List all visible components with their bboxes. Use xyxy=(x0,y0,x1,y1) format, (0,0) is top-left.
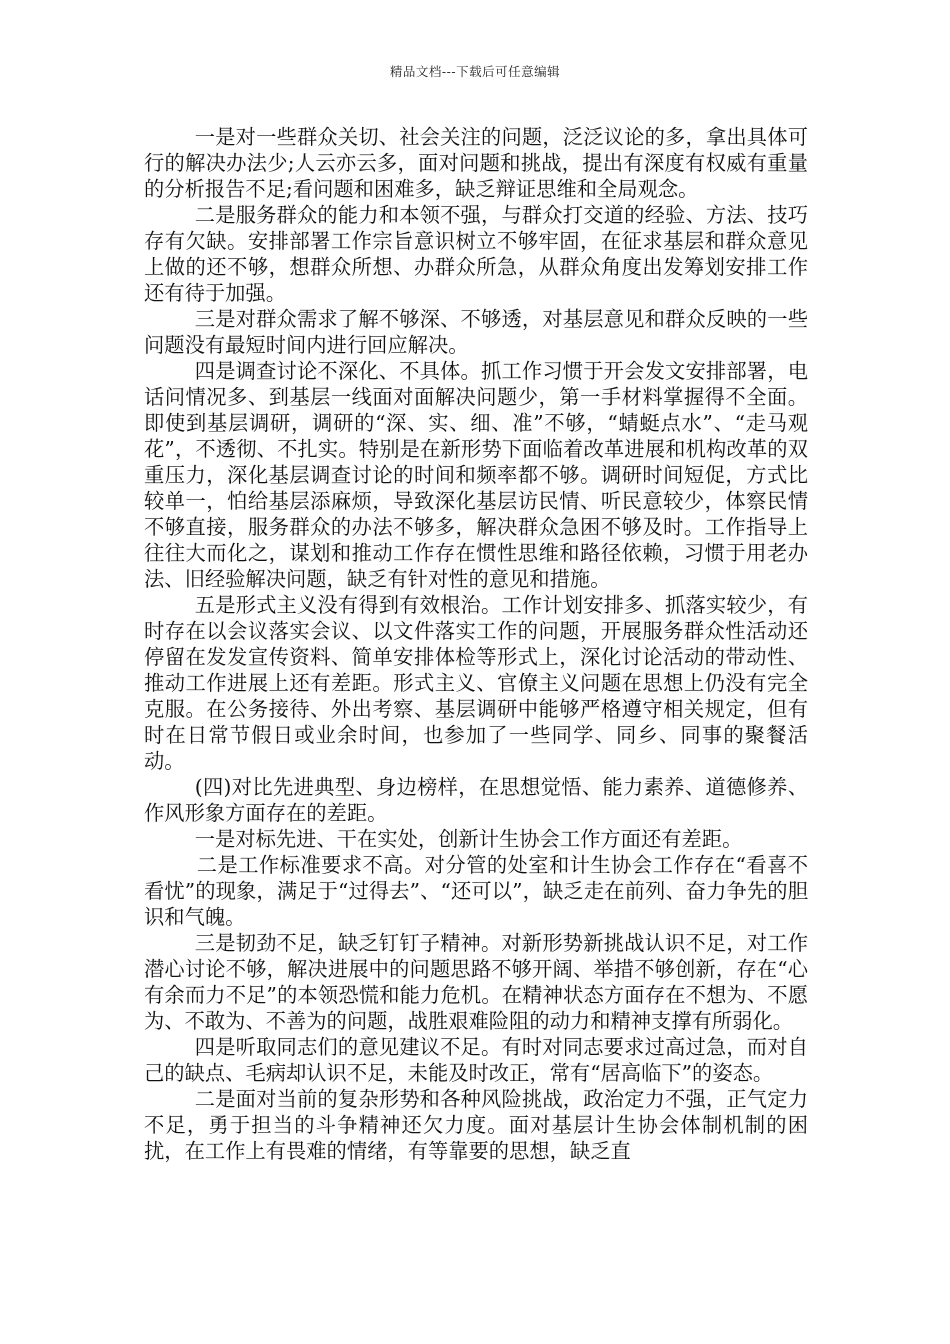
paragraph-4: 四是调查讨论不深化、不具体。抓工作习惯于开会发文安排部署，电话问情况多、到基层一线面对面解决问题少，第一手材料掌握得不全面。即使到基层调研，调研的“深、实、细、准”不够，“蜻蜓点水”、“走马观花”，不透彻、不扎实。特别是在新形势下面临着改革进展和机构改革的双重压力，深化基层调查讨论的时间和频率都不够。调研时间短促，方式比较单一，怕给基层添麻烦，导致深化基层访民情、听民意较少，体察民情不够直接，服务群众的办法不够多，解决群众急困不够及时。工作指导上往往大而化之，谋划和推动工作存在惯性思维和路径依赖，习惯于用老办法、旧经验解决问题，缺乏有针对性的意见和措施。 xyxy=(144,359,808,591)
paragraph-5: 五是形式主义没有得到有效根治。工作计划安排多、抓落实较少，有时存在以会议落实会议、以文件落实工作的问题，开展服务群众性活动还停留在发发宣传资料、简单安排体检等形式上，深化讨论活动的带动性、推动工作进展上还有差距。形式主义、官僚主义问题在思想上仍没有完全克服。在公务接待、外出考察、基层调研中能够严格遵守相关规定，但有时在日常节假日或业余时间，也参加了一些同学、同乡、同事的聚餐活动。 xyxy=(144,593,808,773)
page-header: 精品文档---下载后可任意编辑 xyxy=(389,64,561,79)
paragraph-7: 一是对标先进、干在实处，创新计生协会工作方面还有差距。 xyxy=(194,827,743,851)
paragraph-3: 三是对群众需求了解不够深、不够透，对基层意见和群众反映的一些问题没有最短时间内进行回应解决。 xyxy=(144,307,808,357)
paragraph-8: 二是工作标准要求不高。对分管的处室和计生协会工作存在“看喜不看忧”的现象，满足于“过得去”、“还可以”，缺乏走在前列、奋力争先的胆识和气魄。 xyxy=(144,853,808,929)
document-body xyxy=(144,124,808,1164)
paragraph-2: 二是服务群众的能力和本领不强，与群众打交道的经验、方法、技巧存有欠缺。安排部署工作宗旨意识树立不够牢固，在征求基层和群众意见上做的还不够，想群众所想、办群众所急，从群众角度出发筹划安排工作还有待于加强。 xyxy=(144,203,808,305)
paragraph-1: 一是对一些群众关切、社会关注的问题，泛泛议论的多，拿出具体可行的解决办法少;人云亦云多，面对问题和挑战，提出有深度有权威有重量的分析报告不足;看问题和困难多，缺乏辩证思维和全局观念。 xyxy=(144,125,808,201)
paragraph-10: 四是听取同志们的意见建议不足。有时对同志要求过高过急，而对自己的缺点、毛病却认识不足，未能及时改正，常有“居高临下”的姿态。 xyxy=(144,1035,808,1085)
paragraph-6: (四)对比先进典型、身边榜样，在思想觉悟、能力素养、道德修养、作风形象方面存在的差距。 xyxy=(144,775,808,825)
paragraph-11: 二是面对当前的复杂形势和各种风险挑战，政治定力不强，正气定力不足，勇于担当的斗争精神还欠力度。面对基层计生协会体制机制的困扰，在工作上有畏难的情绪，有等靠要的思想，缺乏直 xyxy=(144,1087,808,1163)
paragraph-9: 三是韧劲不足，缺乏钉钉子精神。对新形势新挑战认识不足，对工作潜心讨论不够，解决进展中的问题思路不够开阔、举措不够创新，存在“心有余而力不足”的本领恐慌和能力危机。在精神状态方面存在不想为、不愿为、不敢为、不善为的问题，战胜艰难险阻的动力和精神支撑有所弱化。 xyxy=(144,931,808,1033)
